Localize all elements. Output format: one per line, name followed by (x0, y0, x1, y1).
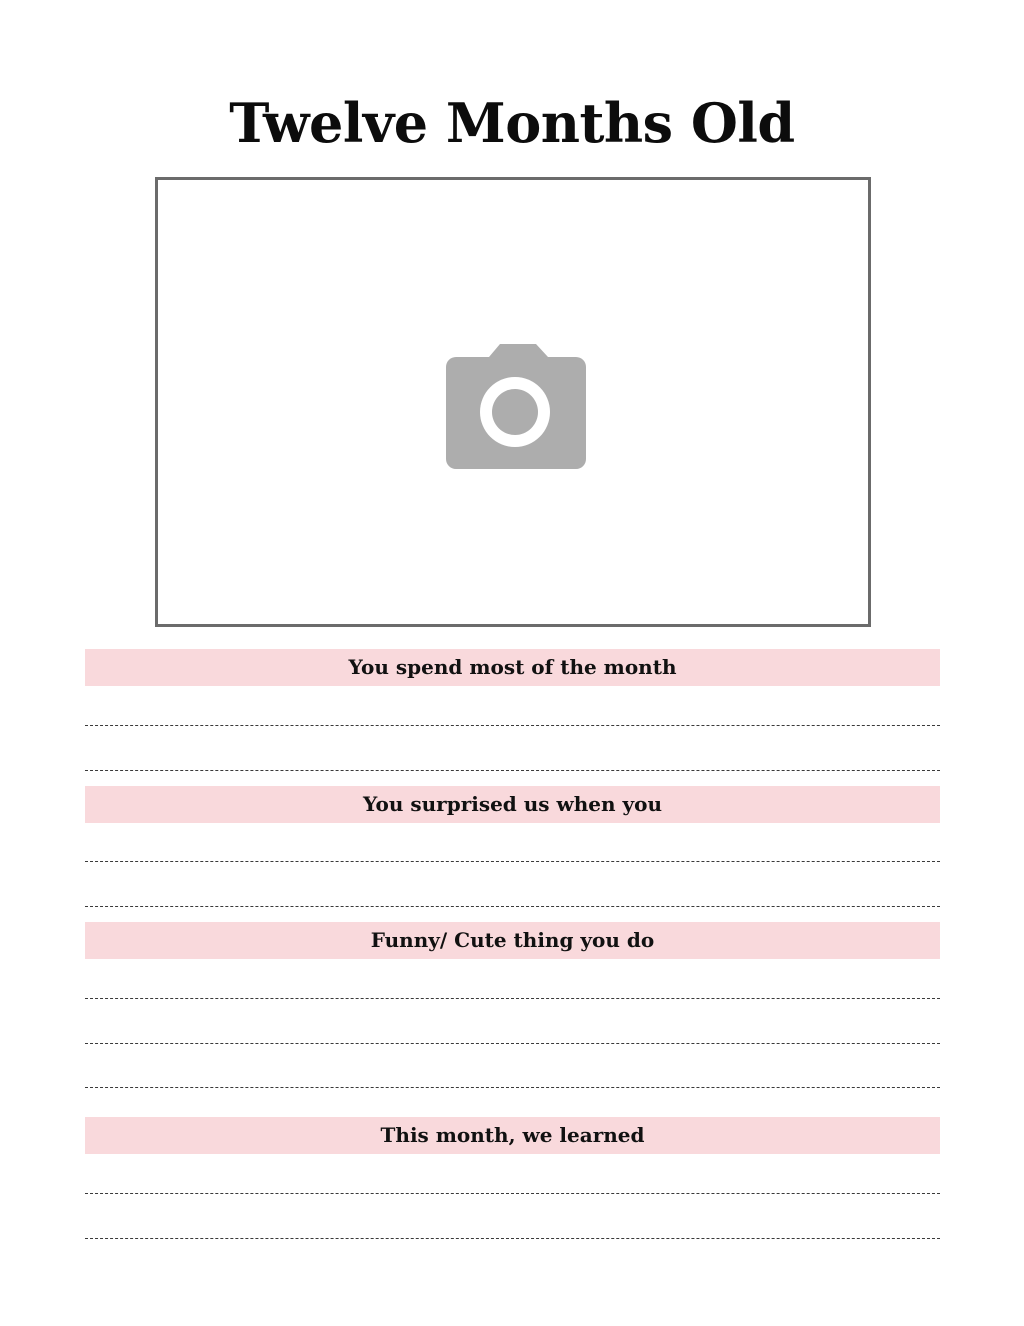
section-header-we-learned: This month, we learned (85, 1117, 940, 1154)
section-header-surprised-us: You surprised us when you (85, 786, 940, 823)
write-line[interactable] (85, 1043, 940, 1044)
section-header-spend-month: You spend most of the month (85, 649, 940, 686)
write-line[interactable] (85, 1087, 940, 1088)
write-line[interactable] (85, 906, 940, 907)
camera-icon (446, 343, 586, 469)
photo-placeholder-frame[interactable] (155, 177, 871, 627)
write-line[interactable] (85, 998, 940, 999)
write-line[interactable] (85, 1193, 940, 1194)
write-line[interactable] (85, 725, 940, 726)
write-line[interactable] (85, 1238, 940, 1239)
section-header-funny-cute: Funny/ Cute thing you do (85, 922, 940, 959)
write-line[interactable] (85, 861, 940, 862)
write-line[interactable] (85, 770, 940, 771)
page-title: Twelve Months Old (229, 91, 795, 155)
